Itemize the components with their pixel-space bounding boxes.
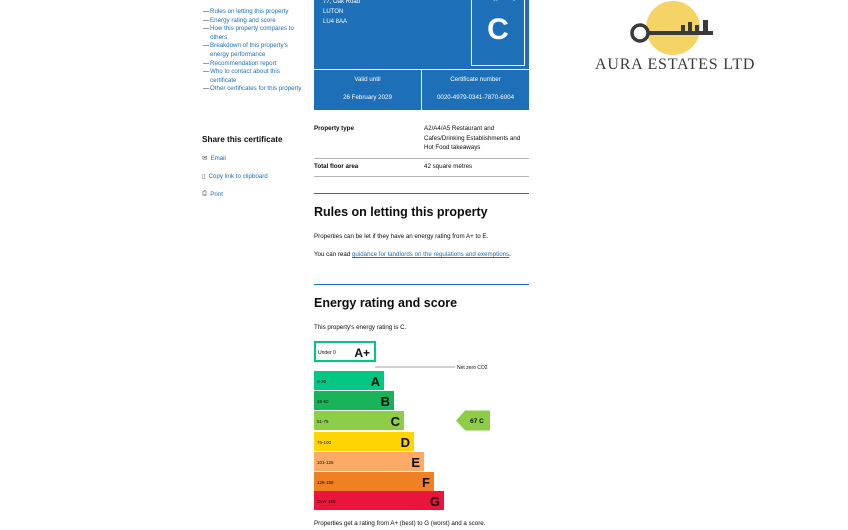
summary-divider <box>314 176 529 177</box>
copy-link-button[interactable] <box>202 172 268 180</box>
contents-link[interactable]: How this property compares to others <box>210 25 294 41</box>
copy-link-label: Copy link to clipboard <box>208 172 268 180</box>
share-email-link[interactable] <box>202 154 226 162</box>
section-divider <box>314 284 529 285</box>
band-range: Over 150 <box>317 499 336 504</box>
band-letter: E <box>411 455 420 470</box>
energy-rating-footer: Properties get a rating from A+ (best) to G (worst) and a score. <box>314 520 486 527</box>
property-type-label: Property type <box>314 125 354 132</box>
contents-item <box>203 42 303 59</box>
guidance-suffix: . <box>509 251 511 258</box>
letting-guidance-text <box>314 251 529 258</box>
contents-item <box>203 85 303 94</box>
share-email-label: Email <box>210 154 226 162</box>
contents-item <box>203 60 303 69</box>
certificate-header <box>314 0 529 110</box>
band-range: 101-125 <box>317 460 334 465</box>
band-range: Under 0 <box>318 350 336 356</box>
floor-area-row <box>314 162 529 174</box>
band-letter: F <box>422 475 430 490</box>
band-letter: C <box>390 414 400 429</box>
contents-item <box>203 68 303 85</box>
property-type-value: A2/A4/A5 Restaurant and Cafes/Drinking Establishments and Hot Food takeaways <box>424 125 521 151</box>
address-line-3: LU4 8AA <box>323 19 348 25</box>
band-letter: B <box>380 394 390 409</box>
band-range: 76-100 <box>317 440 332 445</box>
net-zero-label: Net zero CO2 <box>457 365 488 371</box>
valid-until-value: 26 February 2029 <box>343 94 392 101</box>
share-heading: Share this certificate <box>202 135 283 144</box>
clipboard-icon: ▯ <box>202 173 206 180</box>
list-dash: — <box>203 42 210 50</box>
address-line-2: LUTON <box>323 9 344 15</box>
property-type-row <box>314 124 529 154</box>
list-dash: — <box>203 16 210 24</box>
floor-area-label: Total floor area <box>314 163 359 170</box>
contents-link[interactable]: Recommendation report <box>210 59 277 67</box>
print-button[interactable] <box>202 190 223 198</box>
contents-link[interactable]: Other certificates for this property <box>210 85 302 93</box>
contents-item <box>203 25 303 42</box>
band-range: 126-150 <box>317 480 334 485</box>
list-dash: — <box>203 8 210 15</box>
company-name: AURA ESTATES LTD <box>595 56 756 73</box>
band-letter: G <box>429 494 440 509</box>
contents-link[interactable]: Energy rating and score <box>210 16 276 24</box>
valid-until-label: Valid until <box>354 76 381 83</box>
current-rating-label: 67 C <box>470 418 484 425</box>
guidance-link[interactable]: guidance for landlords on the regulations and exemptions <box>351 251 510 258</box>
aura-estates-logo <box>625 0 720 56</box>
contents-link[interactable]: Who to contact about this certificate <box>210 68 280 84</box>
section-divider <box>314 193 529 194</box>
energy-heading: Energy rating and score <box>314 296 458 310</box>
contents-link[interactable]: Rules on letting this property <box>210 8 289 15</box>
band-range: 26-50 <box>317 399 329 404</box>
energy-rating-letter: C <box>487 13 509 46</box>
guidance-prefix: You can read <box>314 251 352 258</box>
list-dash: — <box>203 85 210 93</box>
letting-heading: Rules on letting this property <box>314 205 488 219</box>
energy-rating-text: This property's energy rating is C. <box>314 324 407 331</box>
list-dash: — <box>203 25 210 33</box>
energy-rating-box <box>471 0 525 66</box>
band-letter: D <box>400 435 410 450</box>
list-dash: — <box>203 59 210 67</box>
floor-area-value: 42 square metres <box>424 163 473 170</box>
contents-item <box>203 17 303 26</box>
print-label: Print <box>210 190 223 198</box>
contents-list <box>203 8 303 94</box>
property-address <box>323 0 360 27</box>
band-letter: A <box>370 374 380 389</box>
printer-icon: ⎙ <box>202 190 208 197</box>
certificate-number-value: 0020-4979-0341-7870-6004 <box>436 94 515 101</box>
contents-item <box>203 8 303 17</box>
certificate-number-label: Certificate number <box>450 76 501 83</box>
band-range: 51-75 <box>317 419 329 424</box>
energy-rating-label <box>472 0 524 1</box>
band-range: 0-25 <box>317 379 327 384</box>
energy-rating-chart <box>314 341 514 513</box>
list-dash: — <box>203 68 210 76</box>
contents-link[interactable]: Breakdown of this property's energy performance <box>210 42 288 58</box>
address-line-1: 77, Oak Road <box>323 0 361 5</box>
letting-text: Properties can be let if they have an energy rating from A+ to E. <box>314 233 489 240</box>
summary-divider <box>314 158 529 159</box>
band-letter: A+ <box>354 346 370 360</box>
envelope-icon: ✉ <box>202 155 208 162</box>
